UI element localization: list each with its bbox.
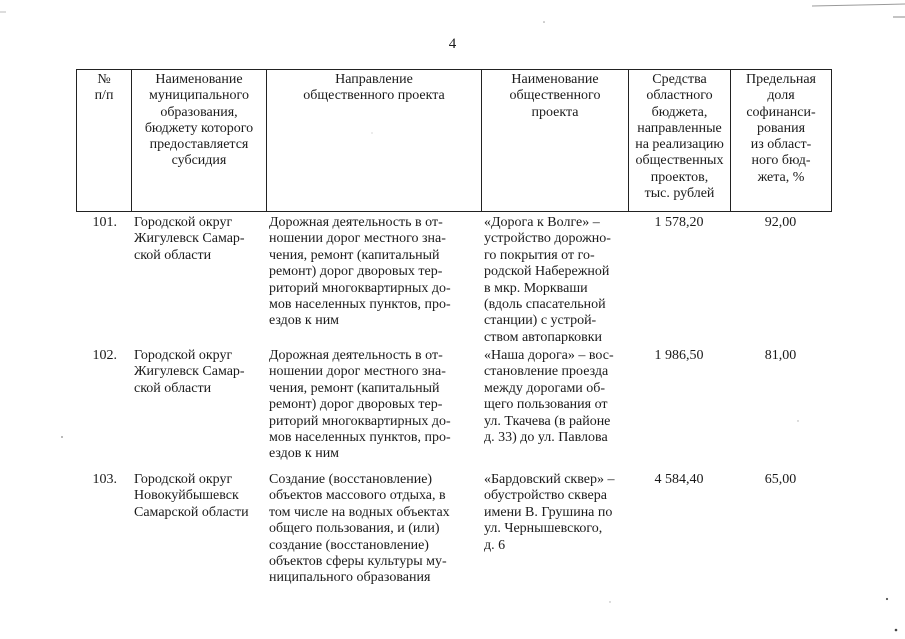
municipality-cell xyxy=(131,348,266,472)
text-line: ездов к ним xyxy=(269,313,340,329)
text-line: направленные xyxy=(637,120,722,136)
text-line: муниципального xyxy=(149,88,249,104)
header-municipality xyxy=(132,70,267,212)
text-line: Городской округ xyxy=(134,472,233,487)
text-line: обустройство сквера xyxy=(484,488,607,504)
text-line: софинанси- xyxy=(746,104,816,120)
text-line: ской области xyxy=(134,247,212,263)
text-line: № xyxy=(97,72,111,87)
header-budget-funds xyxy=(629,70,731,212)
text-line: создание (восстановление) xyxy=(269,537,429,553)
text-line: общественного xyxy=(509,88,601,104)
header-cofinancing-share xyxy=(731,70,832,212)
text-line: «Бардовский сквер» – xyxy=(484,472,615,487)
text-line: Создание (восстановление) xyxy=(269,472,433,487)
direction-cell xyxy=(266,215,481,348)
text-line: предоставляется xyxy=(149,137,249,153)
text-line: доля xyxy=(767,88,795,104)
text-line: «Дорога к Волге» – xyxy=(484,215,600,230)
text-line: «Наша дорога» – вос- xyxy=(484,348,614,363)
table-body xyxy=(76,212,831,602)
funds-cell: 1 986,50 xyxy=(654,348,704,363)
share-cell: 65,00 xyxy=(764,472,797,487)
text-line: мов населенных пунктов, про- xyxy=(269,430,451,446)
text-line: го покрытия от го- xyxy=(484,247,595,263)
text-line: общественного проекта xyxy=(303,88,445,104)
project-name-cell xyxy=(481,472,628,602)
text-line: ремонт) дорог дворовых тер- xyxy=(269,264,443,280)
text-line: бюджета, xyxy=(651,104,708,120)
text-line: рования xyxy=(756,120,806,136)
text-line: ством автопарковки xyxy=(484,329,603,345)
text-line: имени В. Грушина по xyxy=(484,504,613,520)
header-direction xyxy=(267,70,482,212)
text-line: ношении дорог местного зна- xyxy=(269,364,446,380)
text-line: устройство дорожно- xyxy=(484,231,611,247)
text-line: ской области xyxy=(134,380,212,396)
text-line: из област- xyxy=(750,137,812,153)
project-name-cell xyxy=(481,215,628,348)
text-line: ул. Чернышевского, xyxy=(484,521,603,537)
text-line: проектов, xyxy=(650,169,709,185)
table-row xyxy=(76,348,831,472)
text-line: (вдоль спасательной xyxy=(484,297,606,313)
text-line: общественных xyxy=(635,153,724,169)
text-line: Дорожная деятельность в от- xyxy=(269,215,443,230)
text-line: Направление xyxy=(335,72,413,87)
table-row xyxy=(76,212,831,348)
text-line: областного xyxy=(646,88,713,104)
direction-cell xyxy=(266,472,481,602)
text-line: риторий многоквартирных до- xyxy=(269,280,451,296)
text-line: образования, xyxy=(160,104,238,120)
text-line: бюджету которого xyxy=(144,120,254,136)
text-line: д. 33) до ул. Павлова xyxy=(484,430,608,446)
text-line: риторий многоквартирных до- xyxy=(269,413,451,429)
text-line: ношении дорог местного зна- xyxy=(269,231,446,247)
text-line: Жигулевск Самар- xyxy=(134,364,245,380)
text-line: Наименование xyxy=(155,72,243,87)
text-line: становление проезда xyxy=(484,364,609,380)
header-project-name xyxy=(482,70,629,212)
direction-cell xyxy=(266,348,481,472)
text-line: субсидия xyxy=(171,153,227,169)
text-line: объектов массового отдыха, в xyxy=(269,488,446,504)
text-line: Предельная xyxy=(746,72,816,87)
text-line: Новокуйбышевск xyxy=(134,488,239,504)
subsidy-table xyxy=(76,69,831,602)
text-line: Наименование xyxy=(511,72,599,87)
text-line: мов населенных пунктов, про- xyxy=(269,297,451,313)
text-line: Самарской области xyxy=(134,504,249,520)
text-line: д. 6 xyxy=(484,537,506,553)
text-line: ремонт) дорог дворовых тер- xyxy=(269,397,443,413)
text-line: чения, ремонт (капитальный xyxy=(269,380,440,396)
text-line: проекта xyxy=(531,104,579,120)
table-row xyxy=(76,472,831,602)
text-line: между дорогами об- xyxy=(484,380,606,396)
municipality-cell xyxy=(131,472,266,602)
text-line: станции) с устрой- xyxy=(484,313,597,329)
row-number: 101. xyxy=(92,215,117,230)
text-line: чения, ремонт (капитальный xyxy=(269,247,440,263)
share-cell: 92,00 xyxy=(764,215,797,230)
text-line: родской Набережной xyxy=(484,264,610,280)
text-line: Средства xyxy=(652,72,707,87)
row-number: 102. xyxy=(92,348,117,363)
municipality-cell xyxy=(131,215,266,348)
text-line: Городской округ xyxy=(134,215,233,230)
text-line: в мкр. Моркваши xyxy=(484,280,588,296)
text-line: на реализацию xyxy=(635,137,724,153)
table-header xyxy=(76,69,832,212)
text-line: общего пользования, и (или) xyxy=(269,521,440,537)
funds-cell: 4 584,40 xyxy=(654,472,704,487)
text-line: ездов к ним xyxy=(269,446,340,462)
row-number: 103. xyxy=(92,472,117,487)
text-line: Городской округ xyxy=(134,348,233,363)
header-number xyxy=(77,70,132,212)
page-number: 4 xyxy=(448,36,457,52)
text-line: щего пользования от xyxy=(484,397,608,413)
text-line: тыс. рублей xyxy=(644,186,715,202)
text-line: ниципального образования xyxy=(269,570,431,586)
share-cell: 81,00 xyxy=(764,348,797,363)
project-name-cell xyxy=(481,348,628,472)
text-line: жета, % xyxy=(757,169,805,185)
text-line: ного бюд- xyxy=(751,153,811,169)
text-line: п/п xyxy=(94,88,114,104)
text-line: том числе на водных объектах xyxy=(269,504,450,520)
text-line: объектов сферы культуры му- xyxy=(269,554,447,570)
text-line: ул. Ткачева (в районе xyxy=(484,413,611,429)
text-line: Дорожная деятельность в от- xyxy=(269,348,443,363)
funds-cell: 1 578,20 xyxy=(654,215,704,230)
text-line: Жигулевск Самар- xyxy=(134,231,245,247)
